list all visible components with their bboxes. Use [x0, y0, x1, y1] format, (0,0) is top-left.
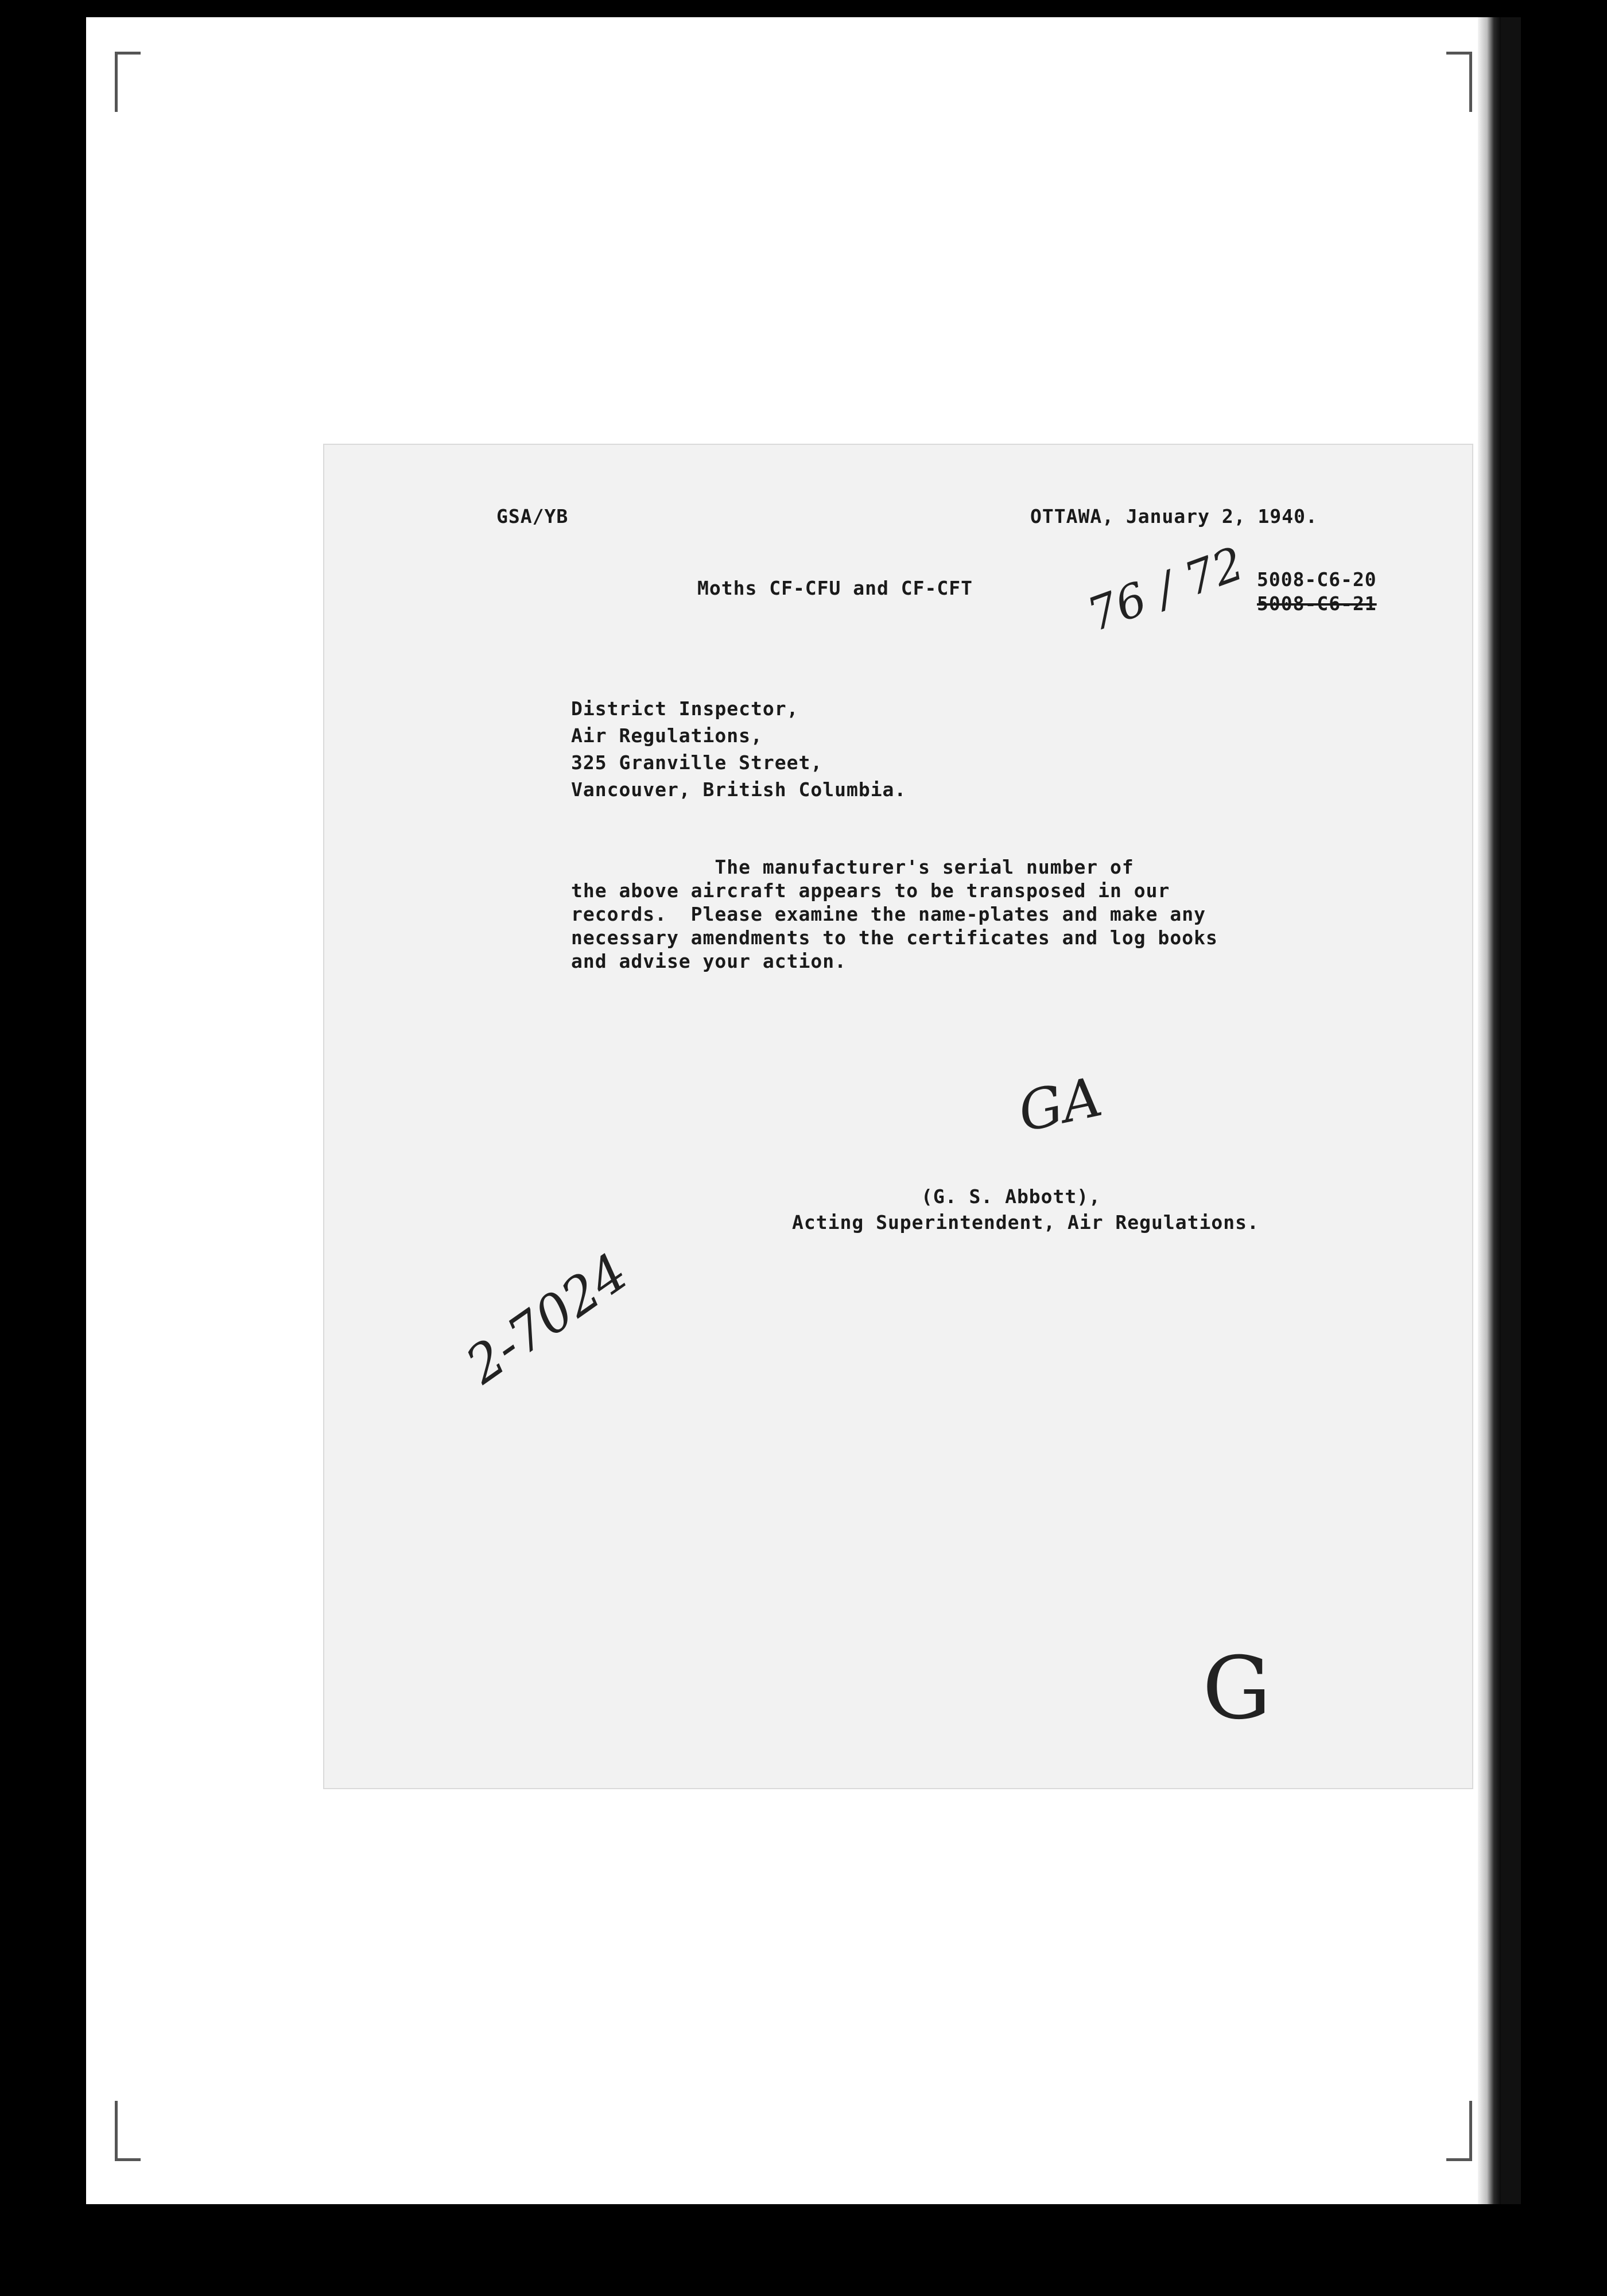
body-line: and advise your action. [571, 950, 847, 972]
frame-corner-bottom-right [1446, 2101, 1472, 2161]
reference-initials: GSA/YB [496, 505, 569, 528]
frame-corner-top-right [1446, 52, 1472, 112]
body-line: necessary amendments to the certificates and log books [571, 926, 1218, 949]
body-line: the above aircraft appears to be transposed in our [571, 879, 1170, 902]
handwritten-file-numbers: 76 / 72 [1080, 536, 1251, 642]
body-line: The manufacturer's serial number of [571, 856, 1134, 878]
addressee-line: Vancouver, British Columbia. [571, 778, 907, 801]
letter-body [571, 855, 1218, 973]
subject-line: Moths CF-CFU and CF-CFT [697, 577, 973, 599]
file-number-1: 5008-C6-20 [1257, 568, 1377, 591]
mount-right-edge [1478, 17, 1501, 2204]
signatory-name: (G. S. Abbott), [921, 1185, 1101, 1208]
signatory-title: Acting Superintendent, Air Regulations. [792, 1211, 1259, 1234]
handwritten-mark: G [1202, 1639, 1271, 1739]
letter-sheet [324, 445, 1472, 1788]
file-number-2: 5008-C6-21 [1257, 592, 1377, 615]
place-date: OTTAWA, January 2, 1940. [1030, 505, 1318, 528]
frame-corner-bottom-left [115, 2101, 141, 2161]
addressee-line: District Inspector, [571, 697, 799, 720]
addressee-line: Air Regulations, [571, 724, 763, 747]
addressee-block [571, 697, 906, 801]
body-line: records. Please examine the name-plates and make any [571, 903, 1206, 925]
handwritten-initials: GA [1013, 1065, 1108, 1145]
frame-corner-top-left [115, 52, 141, 112]
addressee-line: 325 Granville Street, [571, 751, 823, 774]
handwritten-margin-number: 2-7024 [455, 1242, 639, 1396]
